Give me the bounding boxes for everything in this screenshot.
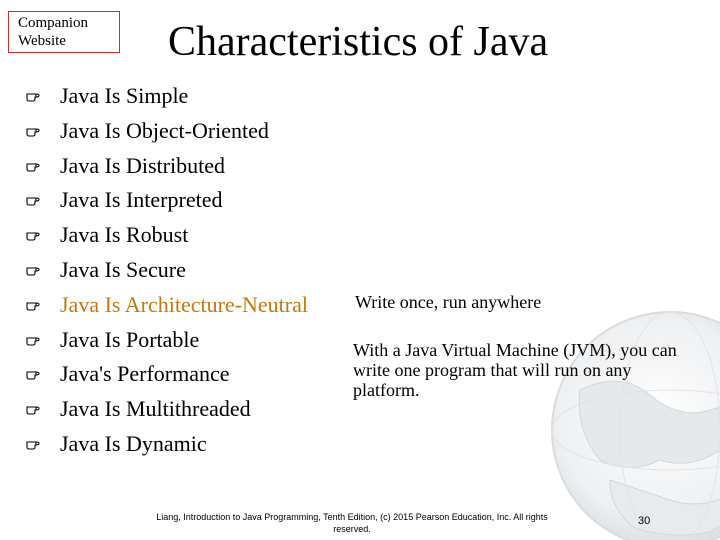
note-jvm: With a Java Virtual Machine (JVM), you can write one program that will run on any platform. xyxy=(353,340,677,400)
pointing-hand-icon xyxy=(26,299,42,312)
pointing-hand-icon xyxy=(26,438,42,451)
pointing-hand-icon xyxy=(26,160,42,173)
bullet-text: Java Is Simple xyxy=(60,83,189,108)
bullet-text: Java Is Interpreted xyxy=(60,187,223,213)
bullet-text: Java's Performance xyxy=(60,361,230,387)
pointing-hand-icon xyxy=(26,334,42,347)
bullet-text: Java Is Object-Oriented xyxy=(60,117,269,143)
note-write-once: Write once, run anywhere xyxy=(355,292,542,312)
bullet-text: Java Is Distributed xyxy=(60,152,225,178)
pointing-hand-icon xyxy=(26,368,42,381)
globe-watermark-icon xyxy=(540,300,720,540)
companion-line-1: Companion xyxy=(18,15,88,31)
pointing-hand-icon xyxy=(26,194,42,207)
bullet-text: Java Is Portable xyxy=(60,326,200,352)
bullet-text: Java Is Multithreaded xyxy=(60,396,251,422)
page-number: 30 xyxy=(638,515,651,527)
pointing-hand-icon xyxy=(26,229,42,242)
companion-website-badge xyxy=(8,11,120,53)
slide-title: Characteristics of Java xyxy=(168,19,549,65)
bullet-text: Java Is Secure xyxy=(60,256,186,282)
pointing-hand-icon xyxy=(26,264,42,277)
pointing-hand-icon xyxy=(26,90,42,103)
footer-citation: Liang, Introduction to Java Programming, Tenth Edition, (c) 2015 Pearson Education, Inc. All rights reserved. xyxy=(156,512,548,534)
companion-line-2: Website xyxy=(18,33,66,49)
pointing-hand-icon xyxy=(26,403,42,416)
bullet-text: Java Is Architecture-Neutral xyxy=(60,291,308,317)
bullet-text: Java Is Robust xyxy=(60,222,189,248)
bullet-text: Java Is Dynamic xyxy=(60,430,207,456)
pointing-hand-icon xyxy=(26,125,42,138)
